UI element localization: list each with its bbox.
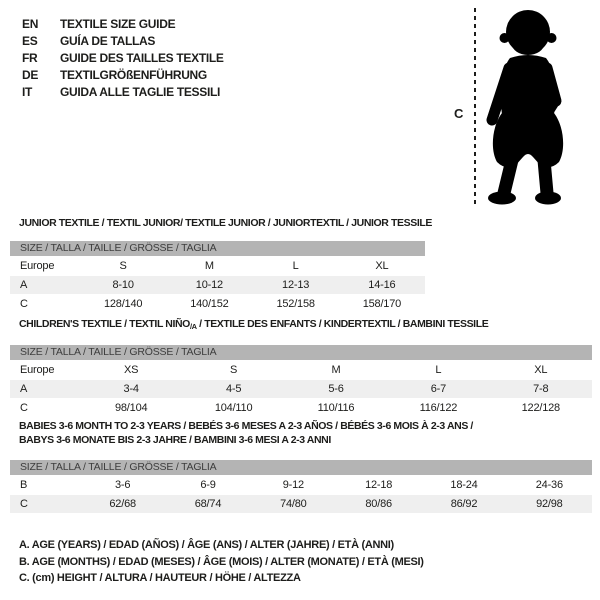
language-row bbox=[22, 32, 224, 49]
table-cell: 3-4 bbox=[123, 383, 139, 395]
language-row bbox=[22, 66, 224, 83]
table-cell: 122/128 bbox=[521, 402, 560, 414]
table-cell: 3-6 bbox=[115, 479, 131, 491]
table-cell: 62/68 bbox=[109, 498, 136, 510]
height-measure-line bbox=[474, 8, 476, 206]
language-row bbox=[22, 83, 224, 100]
section-heading-text: JUNIOR TEXTILE / TEXTIL JUNIOR/ TEXTILE JUNIOR / JUNIORTEXTIL / JUNIOR TESSILE bbox=[19, 217, 432, 229]
language-code: IT bbox=[22, 84, 33, 99]
table-cell: 12-13 bbox=[282, 279, 310, 291]
section-heading-text: BABIES 3-6 MONTH TO 2-3 YEARS / BEBÉS 3-6 MESES A 2-3 AÑOS / BÉBÉS 3-6 MOIS À 2-3 ANS / bbox=[19, 420, 473, 432]
table-cell: 5-6 bbox=[328, 383, 344, 395]
row-label: Europe bbox=[20, 364, 55, 376]
table-cell: XS bbox=[124, 364, 139, 376]
table-row bbox=[10, 276, 425, 294]
language-code: EN bbox=[22, 16, 39, 31]
section-heading bbox=[19, 419, 592, 447]
row-label: B bbox=[20, 479, 28, 491]
table-row bbox=[10, 495, 592, 513]
footnote: B. AGE (MONTHS) / EDAD (MESES) / ÂGE (MOIS) / ALTER (MONATE) / ETÀ (MESI) bbox=[19, 555, 424, 568]
footnote: C. (cm) HEIGHT / ALTURA / HAUTEUR / HÖHE / ALTEZZA bbox=[19, 572, 301, 584]
table-cell: 4-5 bbox=[225, 383, 242, 395]
section-babies-textile bbox=[10, 419, 592, 513]
table-cell: L bbox=[292, 260, 299, 272]
table-cell: 9-12 bbox=[282, 479, 304, 491]
row-label: A bbox=[20, 383, 28, 395]
language-title: GUIDE DES TAILLES TEXTILE bbox=[60, 50, 224, 65]
table-cell: 110/116 bbox=[317, 402, 355, 414]
row-label: C bbox=[20, 298, 28, 310]
section-heading-text: / TEXTILE DES ENFANTS / KINDERTEXTIL / BAMBINI TESSILE bbox=[196, 318, 489, 330]
table-cell: L bbox=[435, 364, 442, 376]
table-row bbox=[10, 295, 425, 313]
table-cell: 6-7 bbox=[430, 383, 447, 395]
table-cell: 7-8 bbox=[533, 383, 549, 395]
section-heading-text: BABYS 3-6 MONATE BIS 2-3 JAHRE / BAMBINI 3-6 MESI A 2-3 ANNI bbox=[19, 434, 331, 446]
section-junior-textile bbox=[10, 216, 432, 313]
table-row bbox=[10, 399, 592, 417]
table-cell: 104/110 bbox=[214, 402, 253, 414]
language-title: GUIDA ALLE TAGLIE TESSILI bbox=[60, 84, 221, 99]
table-row bbox=[10, 476, 592, 494]
row-label: C bbox=[20, 498, 28, 510]
table-row bbox=[10, 257, 425, 275]
table-cell: 152/158 bbox=[276, 298, 315, 310]
footnotes bbox=[19, 537, 424, 587]
height-label: C bbox=[454, 106, 464, 121]
table-cell: 92/98 bbox=[536, 498, 563, 510]
table-cell: 8-10 bbox=[112, 279, 134, 291]
table-cell: XL bbox=[534, 364, 548, 376]
size-header-bar: SIZE / TALLA / TAILLE / GRÖSSE / TAGLIA bbox=[10, 345, 592, 360]
table-cell: 24-36 bbox=[535, 479, 563, 491]
language-row bbox=[22, 49, 224, 66]
table-cell: S bbox=[119, 260, 127, 272]
table-cell: 6-9 bbox=[200, 479, 216, 491]
footnote: A. AGE (YEARS) / EDAD (AÑOS) / ÂGE (ANS) / ALTER (JAHRE) / ETÀ (ANNI) bbox=[19, 539, 394, 551]
row-label: A bbox=[20, 279, 28, 291]
figure-area bbox=[440, 0, 600, 215]
table-cell: M bbox=[204, 260, 214, 272]
table-cell: 10-12 bbox=[195, 279, 223, 291]
section-heading bbox=[19, 317, 592, 334]
row-label: Europe bbox=[20, 260, 55, 272]
table-cell: 18-24 bbox=[450, 479, 478, 491]
table-cell: 12-18 bbox=[365, 479, 393, 491]
table-row bbox=[10, 361, 592, 379]
table-cell: 86/92 bbox=[450, 498, 478, 510]
table-cell: 128/140 bbox=[103, 298, 143, 310]
language-title: TEXTILE SIZE GUIDE bbox=[60, 16, 176, 31]
toddler-silhouette-icon bbox=[483, 8, 577, 207]
section-heading-text: CHILDREN'S TEXTILE / TEXTIL NIÑO bbox=[19, 318, 190, 330]
table-cell: 140/152 bbox=[190, 298, 229, 310]
section-childrens-textile bbox=[10, 317, 592, 417]
language-title: TEXTILGRÖßENFÜHRUNG bbox=[60, 67, 207, 82]
table-cell: M bbox=[331, 364, 341, 376]
size-header-bar: SIZE / TALLA / TAILLE / GRÖSSE / TAGLIA bbox=[10, 241, 425, 256]
size-header-bar: SIZE / TALLA / TAILLE / GRÖSSE / TAGLIA bbox=[10, 460, 592, 475]
language-list bbox=[22, 15, 224, 100]
language-code: ES bbox=[22, 33, 38, 48]
row-label: C bbox=[20, 402, 28, 414]
language-code: FR bbox=[22, 50, 38, 65]
language-title: GUÍA DE TALLAS bbox=[60, 33, 156, 48]
table-cell: 74/80 bbox=[280, 498, 307, 510]
table-cell: 80/86 bbox=[365, 498, 392, 510]
table-cell: 158/170 bbox=[362, 298, 402, 310]
table-cell: S bbox=[230, 364, 238, 376]
language-code: DE bbox=[22, 67, 39, 82]
table-cell: 116/122 bbox=[419, 402, 458, 414]
table-cell: XL bbox=[375, 260, 389, 272]
table-row bbox=[10, 380, 592, 398]
table-cell: 98/104 bbox=[114, 402, 148, 414]
section-heading bbox=[19, 216, 432, 230]
table-cell: 14-16 bbox=[368, 279, 396, 291]
section-heading-text: /A bbox=[189, 322, 197, 331]
table-cell: 68/74 bbox=[194, 498, 222, 510]
language-row bbox=[22, 15, 224, 32]
